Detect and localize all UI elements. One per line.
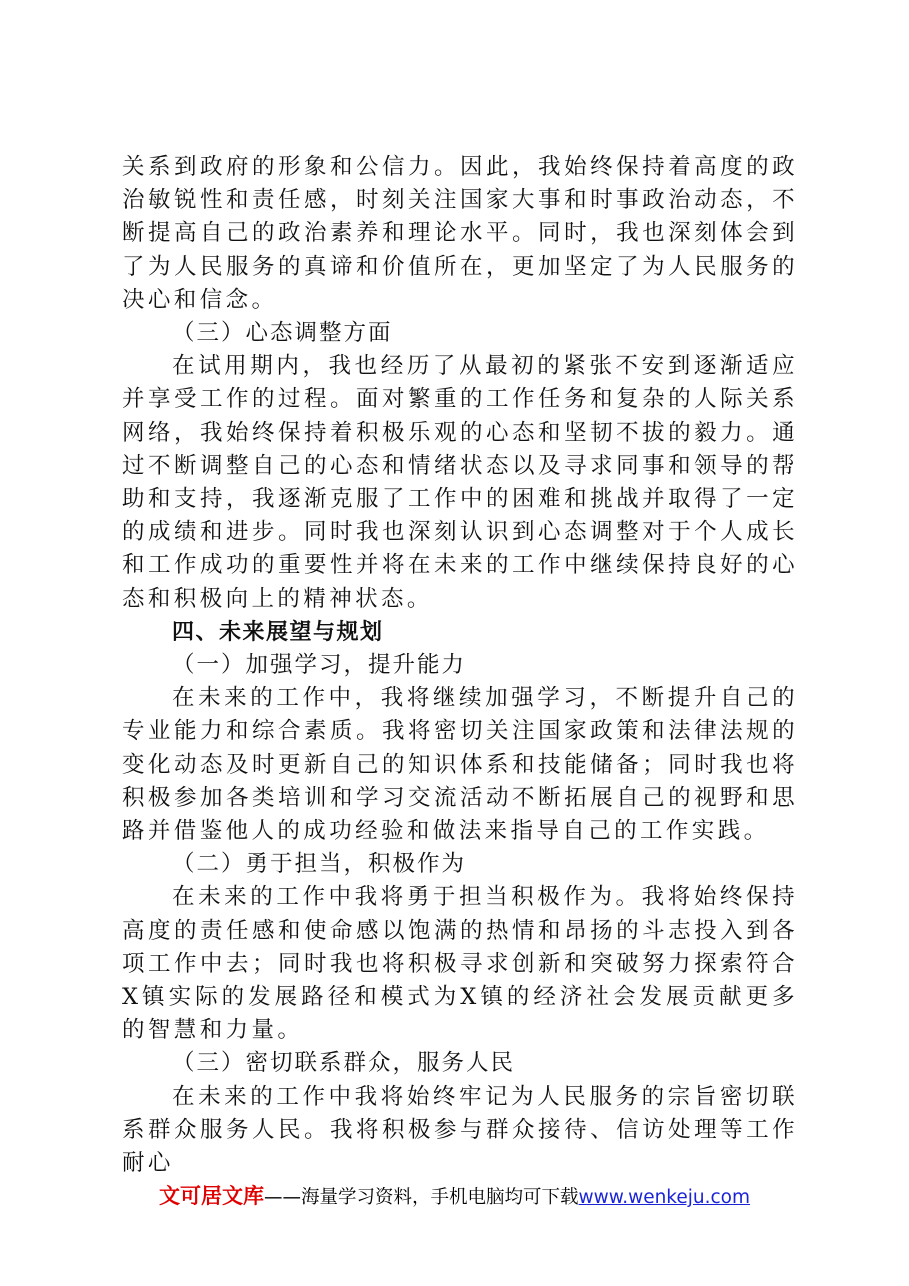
- subsection-heading: （三）密切联系群众，服务人民: [172, 1050, 516, 1077]
- paragraph: 在未来的工作中，我将继续加强学习，不断提升自己的专业能力和综合素质。我将密切关注国家政策和法律法规的变化动态及时更新自己的知识体系和技能储备；同时我也将积极参加各类培训和学习交流活动不断拓展自己的视野和思路并借鉴他人的成功经验和做法来指导自己的工作实践。: [122, 685, 798, 845]
- paragraph: 在未来的工作中我将勇于担当积极作为。我将始终保持高度的责任感和使命感以饱满的热情和昂扬的斗志投入到各项工作中去；同时我也将积极寻求创新和突破努力探索符合X镇实际的发展路径和模式为X镇的经济社会发展贡献更多的智慧和力量。: [122, 884, 798, 1044]
- document-body: [122, 151, 798, 1180]
- subsection-heading: （三）心态调整方面: [172, 320, 393, 347]
- subsection-heading: （一）加强学习，提升能力: [172, 652, 467, 679]
- paragraph: 在未来的工作中我将始终牢记为人民服务的宗旨密切联系群众服务人民。我将积极参与群众接待、信访处理等工作耐心: [122, 1083, 798, 1177]
- watermark-footer: [0, 1180, 909, 1210]
- paragraph: 在试用期内，我也经历了从最初的紧张不安到逐渐适应并享受工作的过程。面对繁重的工作任务和复杂的人际关系网络，我始终保持着积极乐观的心态和坚韧不拔的毅力。通过不断调整自己的心态和情绪状态以及寻求同事和领导的帮助和支持，我逐渐克服了工作中的困难和挑战并取得了一定的成绩和进步。同时我也深刻认识到心态调整对于个人成长和工作成功的重要性并将在未来的工作中继续保持良好的心态和积极向上的精神状态。: [122, 353, 798, 612]
- section-heading: 四、未来展望与规划: [172, 619, 384, 645]
- paragraph: 关系到政府的形象和公信力。因此，我始终保持着高度的政治敏锐性和责任感，时刻关注国家大事和时事政治动态，不断提高自己的政治素养和理论水平。同时，我也深刻体会到了为人民服务的真谛和价值所在，更加坚定了为人民服务的决心和信念。: [122, 154, 798, 313]
- footer-tagline: ——海量学习资料，手机电脑均可下载: [263, 1187, 579, 1208]
- footer-url-link[interactable]: www.wenkeju.com: [578, 1187, 751, 1208]
- footer-brand: 文可居文库: [158, 1184, 264, 1208]
- subsection-heading: （二）勇于担当，积极作为: [172, 851, 467, 878]
